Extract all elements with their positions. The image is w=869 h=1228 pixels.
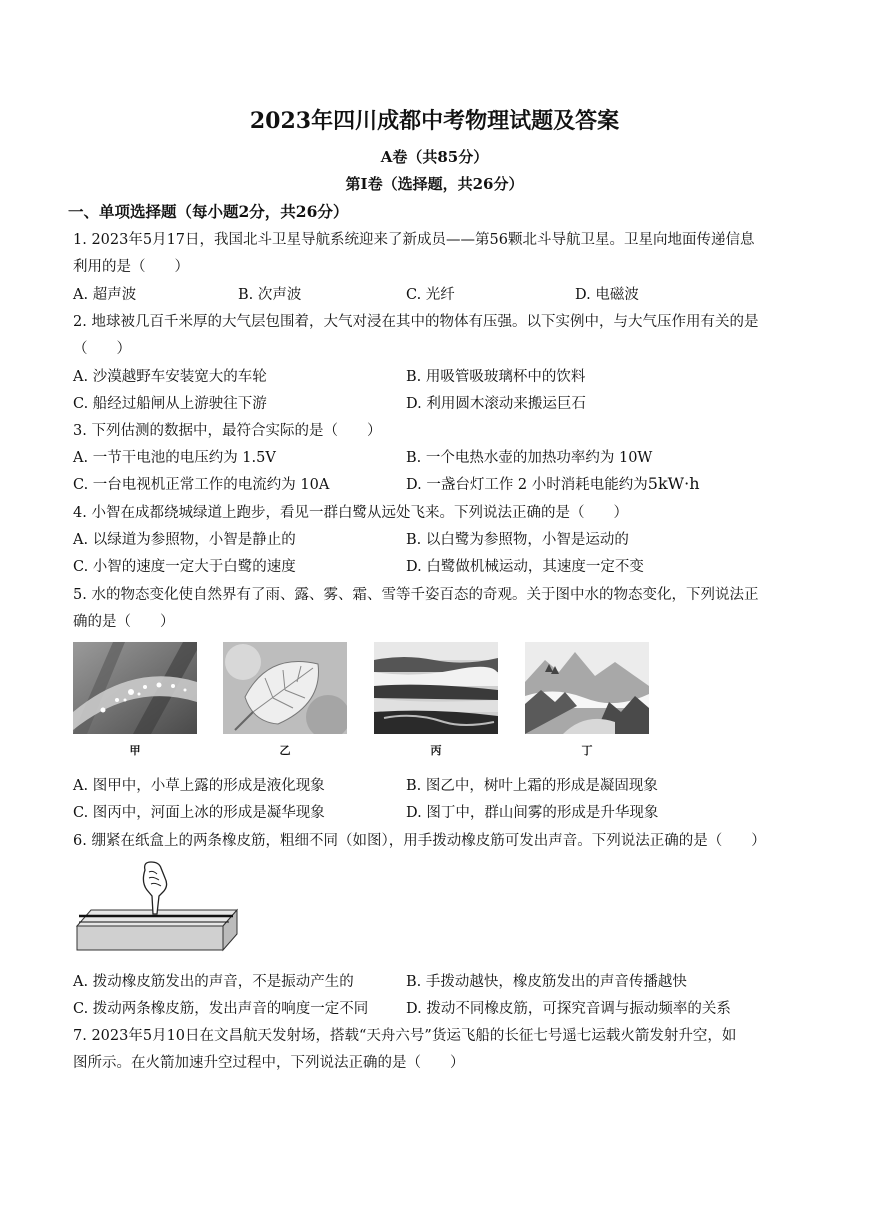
rubber-band-box-figure (73, 858, 243, 954)
section-heading: 一、单项选择题（每小题2分，共26分） (68, 202, 349, 221)
frost-on-leaf-photo (223, 642, 347, 734)
mountain-fog-photo (525, 642, 649, 734)
q1-stem-line2: 利用的是（ ） (73, 259, 189, 275)
q6-option-b: B. 手拨动越快，橡皮筋发出的声音传播越快 (406, 974, 687, 990)
q2-stem-line1: 2. 地球被几百千米厚的大气层包围着，大气对浸在其中的物体有压强。以下实例中，与大气压作用有关的是 (73, 314, 759, 330)
q5-option-b: B. 图乙中，树叶上霜的形成是凝固现象 (406, 778, 658, 794)
q5-option-a: A. 图甲中，小草上露的形成是液化现象 (73, 778, 325, 794)
q7-stem-line1: 7. 2023年5月10日在文昌航天发射场，搭载“天舟六号”货运飞船的长征七号遥七运载火箭发射升空，如 (73, 1028, 737, 1044)
q5-option-c: C. 图丙中，河面上冰的形成是凝华现象 (73, 805, 325, 821)
q6-option-c: C. 拨动两条橡皮筋，发出声音的响度一定不同 (73, 1001, 369, 1017)
caption-bing: 丙 (430, 744, 442, 757)
q3-option-d-unit: 5kW·h (647, 474, 700, 493)
caption-ding: 丁 (581, 744, 593, 757)
caption-jia: 甲 (129, 744, 141, 757)
q4-stem: 4. 小智在成都绕城绿道上跑步，看见一群白鹭从远处飞来。下列说法正确的是（ ） (73, 505, 628, 521)
q1-stem-line1: 1. 2023年5月17日，我国北斗卫星导航系统迎来了新成员——第56颗北斗导航卫星。卫星向地面传递信息 (73, 232, 755, 248)
q1-option-c: C. 光纤 (406, 287, 455, 303)
q3-option-a: A. 一节干电池的电压约为 1.5V (73, 450, 276, 466)
paper-part-title: A卷（共85分） (380, 148, 489, 166)
q6-stem: 6. 绷紧在纸盒上的两条橡皮筋，粗细不同（如图），用手拨动橡皮筋可发出声音。下列说法正确的是（ ） (73, 833, 766, 849)
q2-option-b: B. 用吸管吸玻璃杯中的饮料 (406, 369, 586, 385)
q2-stem-line2: （ ） (73, 341, 131, 357)
dew-on-grass-photo (73, 642, 197, 734)
q1-option-b: B. 次声波 (238, 287, 302, 303)
q1-option-a: A. 超声波 (73, 287, 137, 303)
q3-option-d (406, 473, 700, 494)
page-title: 2023年四川成都中考物理试题及答案 (249, 108, 620, 134)
volume-title: 第Ⅰ卷（选择题，共26分） (345, 175, 524, 193)
q2-option-d: D. 利用圆木滚动来搬运巨石 (406, 396, 586, 412)
q5-option-d: D. 图丁中，群山间雾的形成是升华现象 (406, 805, 659, 821)
q3-option-d-text: D. 一盏台灯工作 2 小时消耗电能约为 (406, 477, 648, 493)
q3-option-c: C. 一台电视机正常工作的电流约为 10A (73, 477, 330, 493)
q6-option-a: A. 拨动橡皮筋发出的声音，不是振动产生的 (73, 974, 354, 990)
q4-option-a: A. 以绿道为参照物，小智是静止的 (73, 532, 296, 548)
q7-stem-line2: 图所示。在火箭加速升空过程中，下列说法正确的是（ ） (73, 1055, 465, 1071)
q5-stem-line2: 确的是（ ） (73, 614, 175, 630)
river-ice-photo (374, 642, 498, 734)
q1-option-d: D. 电磁波 (575, 287, 639, 303)
q5-stem-line1: 5. 水的物态变化使自然界有了雨、露、雾、霜、雪等千姿百态的奇观。关于图中水的物态变化，下列说法正 (73, 587, 759, 603)
caption-yi: 乙 (279, 744, 291, 757)
q3-stem: 3. 下列估测的数据中，最符合实际的是（ ） (73, 423, 382, 439)
q4-option-d: D. 白鹭做机械运动，其速度一定不变 (406, 559, 644, 575)
q4-option-b: B. 以白鹭为参照物，小智是运动的 (406, 532, 629, 548)
q4-option-c: C. 小智的速度一定大于白鹭的速度 (73, 559, 296, 575)
q6-option-d: D. 拨动不同橡皮筋，可探究音调与振动频率的关系 (406, 1001, 731, 1017)
q2-option-a: A. 沙漠越野车安装宽大的车轮 (73, 369, 267, 385)
q3-option-b: B. 一个电热水壶的加热功率约为 10W (406, 450, 653, 466)
q2-option-c: C. 船经过船闸从上游驶往下游 (73, 396, 267, 412)
